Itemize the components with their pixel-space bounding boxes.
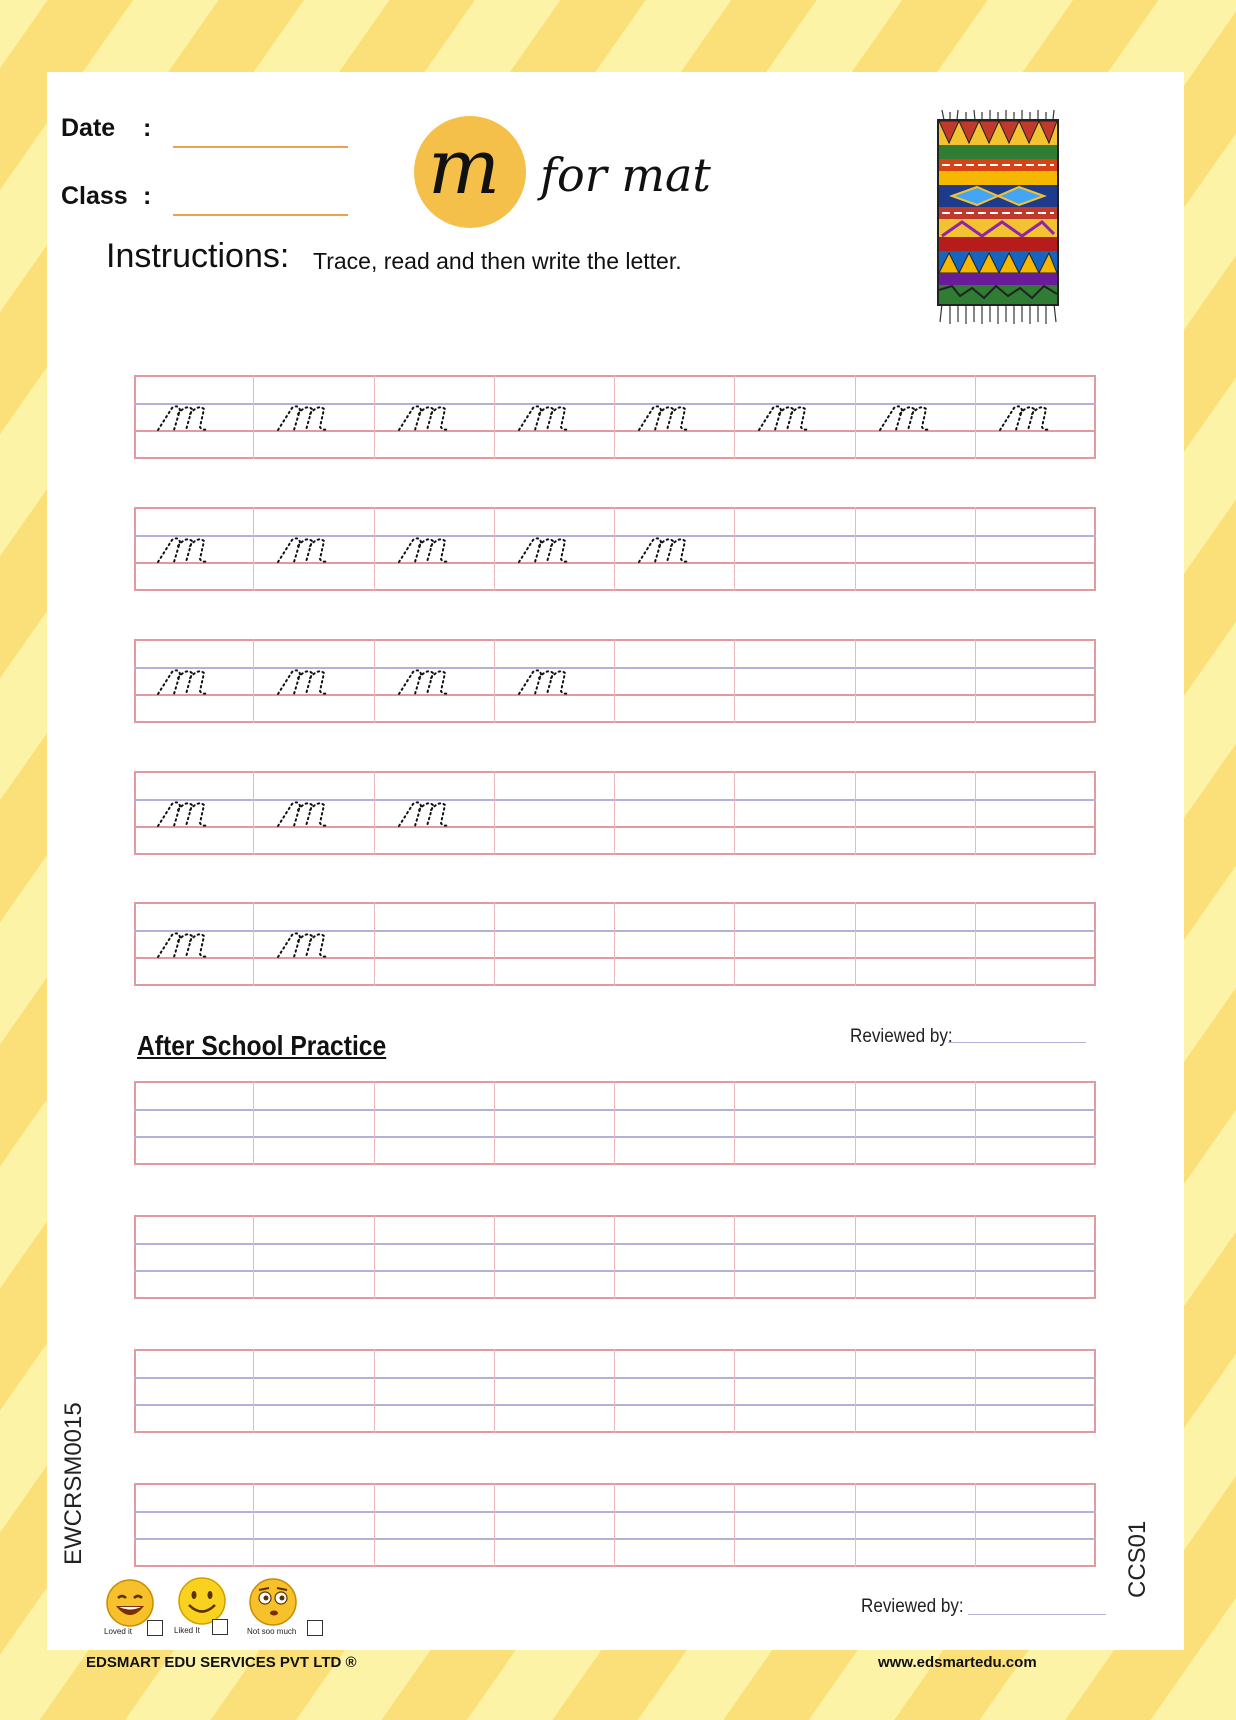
class-label: Class	[61, 182, 128, 210]
writing-cell[interactable]	[495, 771, 615, 855]
writing-cell[interactable]	[615, 1081, 735, 1165]
trace-row[interactable]	[134, 771, 1096, 855]
writing-cell[interactable]	[856, 1349, 976, 1433]
writing-cell[interactable]	[615, 375, 735, 459]
writing-cell[interactable]	[615, 639, 735, 723]
date-label: Date	[61, 114, 116, 142]
dotted-letter-m-icon	[876, 399, 946, 433]
dotted-letter-m-icon	[996, 399, 1066, 433]
liked-it-checkbox[interactable]	[212, 1619, 228, 1635]
writing-cell[interactable]	[375, 1349, 495, 1433]
writing-cell[interactable]	[976, 771, 1096, 855]
writing-cell[interactable]	[976, 1349, 1096, 1433]
dotted-letter-m-icon	[635, 399, 705, 433]
writing-cell[interactable]	[495, 1081, 615, 1165]
writing-cell[interactable]	[495, 507, 615, 591]
writing-cell[interactable]	[976, 639, 1096, 723]
dotted-letter-m-icon	[274, 795, 344, 829]
writing-cell[interactable]	[375, 1081, 495, 1165]
writing-cell[interactable]	[254, 1349, 374, 1433]
writing-cell[interactable]	[254, 375, 374, 459]
writing-cell[interactable]	[615, 1483, 735, 1567]
writing-cell[interactable]	[134, 1081, 254, 1165]
writing-cell[interactable]	[375, 902, 495, 986]
after-school-row[interactable]	[134, 1081, 1096, 1165]
writing-cell[interactable]	[976, 902, 1096, 986]
writing-cell[interactable]	[735, 1483, 855, 1567]
writing-cell[interactable]	[495, 902, 615, 986]
instructions-text: Trace, read and then write the letter.	[313, 248, 682, 274]
writing-cell[interactable]	[375, 375, 495, 459]
writing-cell[interactable]	[735, 1081, 855, 1165]
dotted-letter-m-icon	[154, 795, 224, 829]
footer-company: EDSMART EDU SERVICES PVT LTD ®	[86, 1654, 357, 1671]
date-field-line[interactable]	[173, 146, 348, 148]
writing-cell[interactable]	[134, 902, 254, 986]
writing-cell[interactable]	[615, 1215, 735, 1299]
reviewed-by-line-top[interactable]	[948, 1042, 1086, 1043]
writing-cell[interactable]	[134, 1215, 254, 1299]
writing-cell[interactable]	[976, 1483, 1096, 1567]
loved-it-label: Loved it	[104, 1627, 133, 1636]
title-letter: m	[428, 122, 501, 211]
writing-cell[interactable]	[254, 1215, 374, 1299]
woven-rug-icon	[932, 110, 1068, 325]
trace-row[interactable]	[134, 507, 1096, 591]
reviewed-by-label-bottom: Reviewed by:	[861, 1596, 964, 1617]
date-colon: :	[143, 114, 152, 142]
trace-row[interactable]	[134, 375, 1096, 459]
dotted-letter-m-icon	[395, 531, 465, 565]
writing-cell[interactable]	[495, 375, 615, 459]
writing-cell[interactable]	[856, 639, 976, 723]
writing-cell[interactable]	[976, 1081, 1096, 1165]
writing-cell[interactable]	[856, 375, 976, 459]
dotted-letter-m-icon	[515, 399, 585, 433]
loved-it-checkbox[interactable]	[147, 1620, 163, 1636]
class-field-line[interactable]	[173, 214, 348, 216]
after-school-row[interactable]	[134, 1483, 1096, 1567]
dotted-letter-m-icon	[395, 795, 465, 829]
writing-cell[interactable]	[856, 902, 976, 986]
writing-cell[interactable]	[375, 1483, 495, 1567]
writing-cell[interactable]	[615, 1349, 735, 1433]
dotted-letter-m-icon	[755, 399, 825, 433]
dotted-letter-m-icon	[154, 926, 224, 960]
writing-cell[interactable]	[134, 1349, 254, 1433]
writing-cell[interactable]	[375, 771, 495, 855]
writing-cell[interactable]	[254, 902, 374, 986]
writing-cell[interactable]	[615, 507, 735, 591]
after-school-row[interactable]	[134, 1215, 1096, 1299]
writing-cell[interactable]	[375, 639, 495, 723]
dotted-letter-m-icon	[154, 663, 224, 697]
writing-cell[interactable]	[495, 639, 615, 723]
writing-cell[interactable]	[856, 1215, 976, 1299]
dotted-letter-m-icon	[274, 926, 344, 960]
writing-cell[interactable]	[856, 771, 976, 855]
writing-cell[interactable]	[735, 375, 855, 459]
title-word: for mat	[540, 148, 711, 202]
writing-cell[interactable]	[735, 771, 855, 855]
writing-cell[interactable]	[495, 1215, 615, 1299]
not-so-much-checkbox[interactable]	[307, 1620, 323, 1636]
class-colon: :	[143, 182, 152, 210]
writing-cell[interactable]	[495, 1349, 615, 1433]
writing-cell[interactable]	[375, 507, 495, 591]
dotted-letter-m-icon	[274, 531, 344, 565]
dotted-letter-m-icon	[395, 663, 465, 697]
footer-website[interactable]: www.edsmartedu.com	[878, 1654, 1037, 1671]
writing-cell[interactable]	[254, 771, 374, 855]
writing-cell[interactable]	[254, 507, 374, 591]
dotted-letter-m-icon	[515, 663, 585, 697]
writing-cell[interactable]	[134, 771, 254, 855]
writing-cell[interactable]	[735, 639, 855, 723]
dotted-letter-m-icon	[395, 399, 465, 433]
dotted-letter-m-icon	[274, 663, 344, 697]
dotted-letter-m-icon	[154, 531, 224, 565]
writing-cell[interactable]	[856, 1483, 976, 1567]
dotted-letter-m-icon	[515, 531, 585, 565]
writing-cell[interactable]	[134, 507, 254, 591]
dotted-letter-m-icon	[154, 399, 224, 433]
writing-cell[interactable]	[134, 1483, 254, 1567]
trace-row[interactable]	[134, 639, 1096, 723]
writing-cell[interactable]	[856, 1081, 976, 1165]
writing-cell[interactable]	[615, 771, 735, 855]
writing-cell[interactable]	[495, 1483, 615, 1567]
writing-cell[interactable]	[375, 1215, 495, 1299]
writing-cell[interactable]	[134, 375, 254, 459]
reviewed-by-line-bottom[interactable]	[968, 1614, 1106, 1615]
worksheet-code-left: EWCRSM0015	[60, 1402, 87, 1565]
reviewed-by-label-top: Reviewed by:	[850, 1026, 953, 1047]
writing-cell[interactable]	[615, 902, 735, 986]
writing-cell[interactable]	[976, 507, 1096, 591]
writing-cell[interactable]	[735, 507, 855, 591]
instructions-label: Instructions:	[106, 237, 290, 275]
writing-cell[interactable]	[976, 375, 1096, 459]
writing-cell[interactable]	[856, 507, 976, 591]
trace-row[interactable]	[134, 902, 1096, 986]
writing-cell[interactable]	[254, 639, 374, 723]
not-so-much-label: Not soo much	[247, 1627, 297, 1636]
writing-cell[interactable]	[254, 1081, 374, 1165]
dotted-letter-m-icon	[635, 531, 705, 565]
liked-it-label: Liked It	[174, 1626, 200, 1635]
writing-cell[interactable]	[735, 902, 855, 986]
after-school-row[interactable]	[134, 1349, 1096, 1433]
writing-cell[interactable]	[735, 1349, 855, 1433]
dotted-letter-m-icon	[274, 399, 344, 433]
unsure-face-icon	[247, 1577, 299, 1627]
writing-cell[interactable]	[735, 1215, 855, 1299]
writing-cell[interactable]	[976, 1215, 1096, 1299]
after-school-title: After School Practice	[137, 1030, 387, 1061]
writing-cell[interactable]	[254, 1483, 374, 1567]
writing-cell[interactable]	[134, 639, 254, 723]
worksheet-code-right: CCS01	[1124, 1520, 1151, 1598]
